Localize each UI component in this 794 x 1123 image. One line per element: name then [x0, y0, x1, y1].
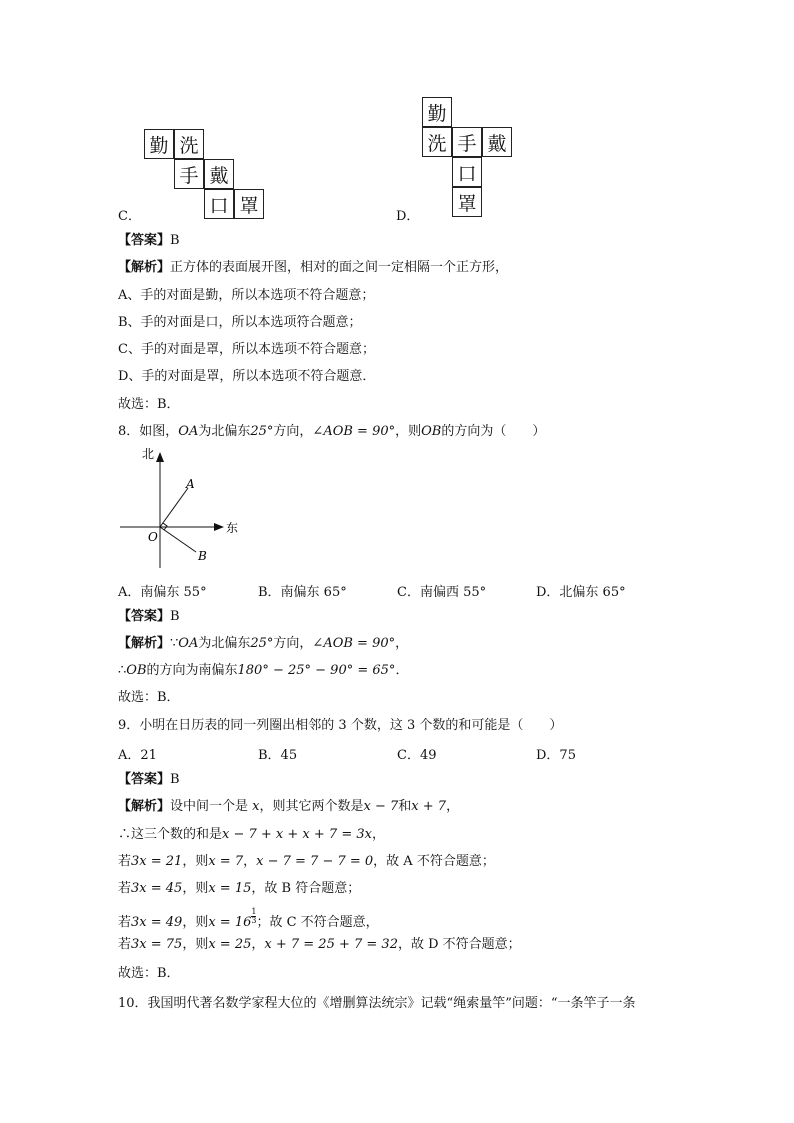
- q8-option-b: B．南偏东 65°: [258, 585, 347, 600]
- q9-l4-c: ，故 B 符合题意；: [251, 881, 361, 896]
- q9-l6-a: 若: [118, 937, 132, 952]
- q7-analysis-line-a: A、手的对面是勤，所以本选项不符合题意；: [118, 288, 375, 303]
- answer-label: 【答案】: [118, 233, 171, 248]
- fraction-denominator: 3: [251, 916, 257, 925]
- q9-analysis-line-2: [118, 826, 385, 844]
- ray-oa: [160, 488, 188, 527]
- q9-l5-a: 若: [118, 915, 132, 930]
- q8-stem-oa: OA: [178, 424, 199, 439]
- q9-l5-e1: 3x = 49: [131, 915, 183, 930]
- q9-number: 9．: [118, 718, 140, 733]
- q9-analysis-line-4: [118, 880, 360, 898]
- net-d-cell-dai: 戴: [482, 127, 512, 157]
- q9-l5-e2: x = 16: [208, 915, 252, 930]
- option-c-label: C．: [118, 209, 141, 224]
- q9-l1-d: ，: [446, 799, 460, 814]
- option-d-label: D．: [396, 209, 420, 224]
- net-d-cell-xi: 洗: [422, 127, 452, 157]
- q9-l5-b: ，则: [182, 915, 209, 930]
- q9-l3-d: ，故 A 不符合题意；: [373, 854, 495, 869]
- q8-stem-deg: 25°: [250, 424, 274, 439]
- q8-stem-a: 如图，: [139, 424, 179, 439]
- q10-stem: [118, 995, 636, 1013]
- q8-stem-ob: OB: [421, 424, 442, 439]
- q7-analysis-line-b: B、手的对面是口，所以本选项符合题意；: [118, 315, 362, 330]
- q9-l1-c: 和: [398, 799, 412, 814]
- net-d-cell-shou: 手: [452, 127, 482, 157]
- analysis-label: 【解析】: [118, 636, 171, 651]
- q8-analysis-line-2: [118, 662, 408, 680]
- q9-l1-x: x: [252, 799, 260, 814]
- net-c-cell-kou: 口: [204, 189, 234, 219]
- label-point-b: B: [198, 549, 207, 563]
- q8-a1-c: 方向，: [273, 636, 313, 651]
- q9-stem: [118, 717, 562, 735]
- q8-conclusion: 故选：B．: [118, 690, 180, 705]
- q9-option-a: A．21: [118, 748, 157, 763]
- net-d-cell-qin: 勤: [422, 97, 452, 127]
- q10-number: 10．: [118, 996, 148, 1011]
- q9-l2-expr: x − 7 + x + x + 7 = 3x: [222, 827, 372, 842]
- q9-l3-a: 若: [118, 854, 132, 869]
- q9-l6-b: ，则: [182, 937, 209, 952]
- q8-stem: [118, 423, 545, 441]
- q8-a1-a: ∵: [170, 636, 179, 651]
- q8-a1-angle: ∠AOB = 90°: [312, 636, 396, 651]
- q9-option-d: D．75: [536, 748, 576, 763]
- east-arrowhead: [214, 523, 224, 531]
- net-d-cell-kou: 口: [452, 157, 482, 187]
- q9-l3-e1: 3x = 21: [131, 854, 183, 869]
- answer-value: B: [170, 772, 180, 787]
- q9-analysis-line-1: [118, 798, 459, 816]
- q8-a1-d: ，: [395, 636, 409, 651]
- q9-l4-a: 若: [118, 881, 132, 896]
- q9-l3-b: ，则: [182, 854, 209, 869]
- net-c-cell-zhao: 罩: [234, 189, 264, 219]
- label-point-a: A: [186, 477, 195, 491]
- q9-l1-a: 设中间一个是: [170, 799, 253, 814]
- answer-label: 【答案】: [118, 609, 171, 624]
- answer-label: 【答案】: [118, 772, 171, 787]
- q9-l3-e3: x − 7 = 7 − 7 = 0: [256, 854, 374, 869]
- net-c-cell-qin: 勤: [144, 129, 174, 159]
- q8-analysis-line-1: [118, 635, 408, 653]
- q9-option-b: B．45: [258, 748, 298, 763]
- q8-a1-deg: 25°: [250, 636, 274, 651]
- label-origin: O: [148, 530, 158, 544]
- q9-l2-b: ，: [371, 827, 385, 842]
- q10-stem-text: 我国明代著名数学家程大位的《增删算法统宗》记载“绳索量竿”问题：“一条竿子一条: [147, 996, 636, 1011]
- q9-l6-d: ，故 D 不符合题意；: [397, 937, 521, 952]
- net-c-cell-xi: 洗: [174, 129, 204, 159]
- q9-l6-e2: x = 25: [208, 937, 252, 952]
- q9-conclusion: 故选：B．: [118, 966, 180, 981]
- q9-l1-e2: x + 7: [411, 799, 447, 814]
- analysis-label: 【解析】: [118, 260, 171, 275]
- q8-a2-b: 的方向为南偏东: [146, 663, 238, 678]
- q9-l4-b: ，则: [182, 881, 209, 896]
- q9-stem-text: 小明在日历表的同一列圈出相邻的 3 个数，这 3 个数的和可能是（ ）: [139, 718, 563, 733]
- ray-ob: [160, 527, 196, 552]
- q9-analysis-line-5: [118, 908, 379, 932]
- q8-stem-b: 为北偏东: [198, 424, 251, 439]
- compass-figure: [110, 444, 250, 576]
- q9-l1-e1: x − 7: [363, 799, 399, 814]
- answer-value: B: [170, 609, 180, 624]
- q9-l2-a: ∴这三个数的和是: [118, 827, 223, 842]
- q8-a2-expr: 180° − 25° − 90° = 65°: [237, 663, 396, 678]
- q7-answer: [118, 232, 180, 250]
- q8-stem-angle: ∠AOB = 90°: [312, 424, 396, 439]
- label-east: 东: [226, 521, 239, 535]
- q9-l1-b: ，则其它两个数是: [259, 799, 364, 814]
- q7-analysis-intro: [118, 259, 508, 277]
- analysis-text: 正方体的表面展开图，相对的面之间一定相隔一个正方形，: [170, 260, 509, 275]
- q8-a2-a: ∴: [118, 663, 127, 678]
- net-c-cell-shou: 手: [174, 159, 204, 189]
- label-north: 北: [141, 447, 154, 461]
- net-c-cell-dai: 戴: [204, 159, 234, 189]
- q8-a2-c: ．: [395, 663, 409, 678]
- q9-answer: [118, 771, 180, 789]
- q9-l5-c: ；故 C 不符合题意，: [256, 915, 379, 930]
- fraction-numerator: 1: [251, 907, 257, 916]
- q8-a1-b: 为北偏东: [198, 636, 251, 651]
- q8-option-c: C．南偏西 55°: [397, 585, 487, 600]
- q8-stem-e: 的方向为（ ）: [441, 424, 546, 439]
- q8-stem-c: 方向，: [273, 424, 313, 439]
- q8-a1-oa: OA: [178, 636, 199, 651]
- q8-stem-d: ，则: [395, 424, 422, 439]
- net-d-cell-zhao: 罩: [452, 187, 482, 217]
- answer-value: B: [170, 233, 180, 248]
- q9-l4-e1: 3x = 45: [131, 881, 183, 896]
- q8-number: 8．: [118, 424, 140, 439]
- north-arrowhead: [156, 452, 164, 462]
- q9-l3-e2: x = 7: [208, 854, 244, 869]
- q8-option-a: A．南偏东 55°: [118, 585, 207, 600]
- q9-l3-c: ，: [243, 854, 257, 869]
- q9-option-c: C．49: [397, 748, 437, 763]
- q7-analysis-line-d: D、手的对面是罩，所以本选项不符合题意．: [118, 369, 376, 384]
- q7-conclusion: 故选：B．: [118, 397, 180, 412]
- q8-answer: [118, 608, 180, 626]
- q9-analysis-line-6: [118, 936, 521, 954]
- q8-a2-ob: OB: [126, 663, 147, 678]
- q9-l6-e1: 3x = 75: [131, 937, 183, 952]
- q9-l6-c: ，: [251, 937, 265, 952]
- q8-option-d: D．北偏东 65°: [536, 585, 626, 600]
- q7-analysis-line-c: C、手的对面是罩，所以本选项不符合题意；: [118, 342, 375, 357]
- q9-l6-e3: x + 7 = 25 + 7 = 32: [264, 937, 398, 952]
- q9-l4-e2: x = 15: [208, 881, 252, 896]
- analysis-label: 【解析】: [118, 799, 171, 814]
- q9-analysis-line-3: [118, 853, 495, 871]
